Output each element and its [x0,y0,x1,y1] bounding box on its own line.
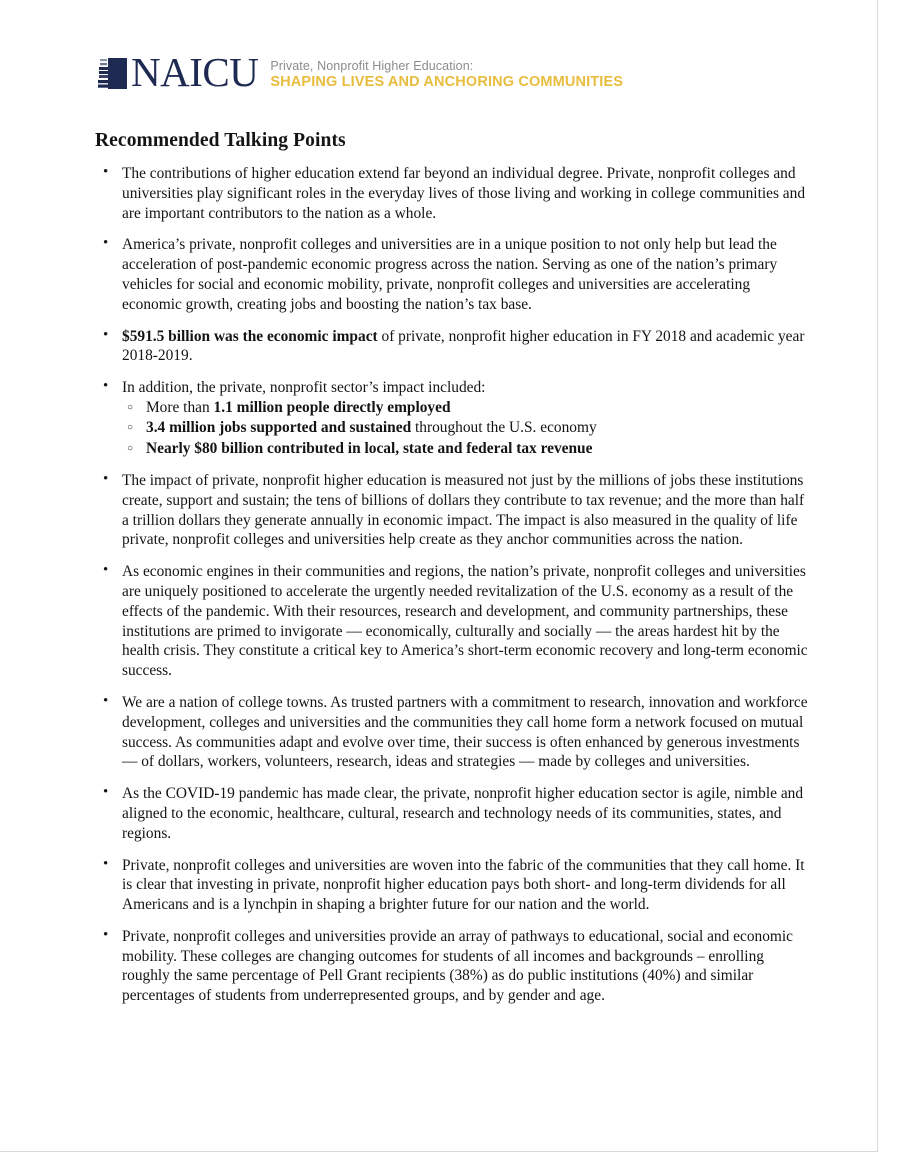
list-item [122,418,813,438]
document-content [0,93,877,1006]
bullet-text: As economic engines in their communities and regions, the nation’s private, nonprofit colleges and universities are uniquely positioned to accelerate the urgently needed revitalization of the U.S. economy as a result of the effects of the pandemic. With their resources, research and development, and community partnerships, these institutions are primed to invigorate — economically, culturally and socially — the areas hardest hit by the health crisis. They constitute a critical key to America’s short-term economic recovery and long-term economic success. [122,563,808,680]
bullet-text: Private, nonprofit colleges and universities are woven into the fabric of the communities that they call home. It is clear that investing in private, nonprofit higher education pays both short- and long-term dividends for all Americans and is a lynchpin in shaping a brighter future for our nation and the world. [122,856,805,914]
bullet-text: The contributions of higher education extend far beyond an individual degree. Private, nonprofit colleges and universities play significant roles in the everyday lives of those living and working in college communities and are important contributors to the nation as a whole. [122,165,806,222]
list-item [95,784,813,843]
list-item [95,856,813,915]
list-item [95,327,813,367]
tagline-line-1: Private, Nonprofit Higher Education: [270,59,474,74]
naicu-masthead [0,0,877,93]
list-item [95,378,813,459]
bullet-text: of private, nonprofit higher education in FY 2018 and academic year 2018-2019. [122,327,805,365]
list-item [95,562,813,681]
bullet-text: The impact of private, nonprofit higher education is measured not just by the millions of jobs these institutions create, support and sustain; the tens of billions of dollars they contribute to tax revenue; and the more than half a trillion dollars they generate annually in economic impact. The impact is also measured in the quality of life private, nonprofit colleges and universities help create as they anchor communities across the nation. [122,471,805,549]
list-item [122,398,813,418]
bullet-text: We are a nation of college towns. As trusted partners with a commitment to research, innovation and workforce development, colleges and universities and the communities they call home form a network focused on mutual success. As communities adapt and evolve over time, their success is often enhanced by generous investments — of dollars, workers, volunteers, research, ideas and strategies — made by colleges and universities. [122,693,808,771]
bullet-text: As the COVID-19 pandemic has made clear, the private, nonprofit higher education sector is agile, nimble and aligned to the economic, healthcare, cultural, research and technology needs of its communities, states, and regions. [122,785,804,842]
list-item [95,927,813,1006]
bullet-bold-lead: $591.5 billion was the economic impact [122,327,378,345]
naicu-building-mark-icon [98,57,128,90]
list-item [95,693,813,772]
sub-bullet-list [122,398,813,459]
naicu-wordmark: NAICU [131,49,259,95]
list-item [122,439,813,459]
sub-bullet-bold: 1.1 million people directly employed [213,398,451,416]
list-item [95,235,813,314]
talking-points-list [95,164,813,1006]
sub-bullet-lead: More than [146,398,214,416]
masthead-tagline [270,60,623,90]
bullet-text: In addition, the private, nonprofit sector’s impact included: [122,379,486,397]
list-item [95,164,813,223]
sub-bullet-tail: throughout the U.S. economy [411,419,597,437]
sub-bullet-bold: Nearly $80 billion contributed in local, state and federal tax revenue [146,439,593,457]
bullet-text: America’s private, nonprofit colleges and universities are in a unique position to not only help but lead the acceleration of post-pandemic economic progress across the nation. Serving as one of the nation’s primary vehicles for social and economic mobility, private, nonprofit colleges and universities are accelerating economic growth, creating jobs and boosting the nation’s tax base. [122,236,778,313]
sub-bullet-bold: 3.4 million jobs supported and sustained [146,419,412,437]
list-item [95,471,813,550]
tagline-line-2: SHAPING LIVES AND ANCHORING COMMUNITIES [270,73,624,90]
bullet-text: Private, nonprofit colleges and universities provide an array of pathways to educational, social and economic mobility. These colleges are changing outcomes for students of all incomes and backgrounds – enrolling roughly the same percentage of Pell Grant recipients (38%) as do public institutions (40%) and similar percentages of students from underrepresented groups, and by gender and age. [122,927,793,1005]
page-title: Recommended Talking Points [95,130,346,151]
